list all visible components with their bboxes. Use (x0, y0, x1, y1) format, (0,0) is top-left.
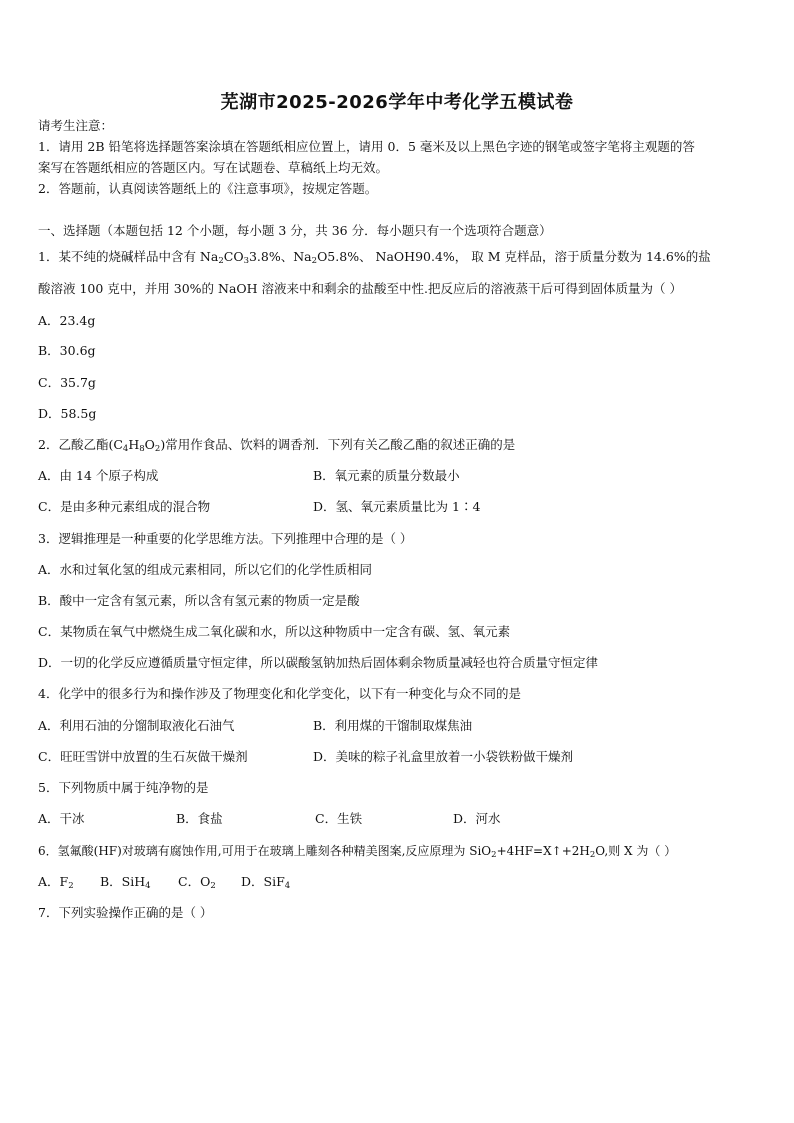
section-heading: 一、选择题（本题包括 12 个小题，每小题 3 分，共 36 分．每小题只有一个选项符合题意） (38, 223, 552, 238)
q4-option-d: D．美味的粽子礼盒里放着一小袋铁粉做干燥剂 (313, 749, 574, 764)
q5-option-d: D．河水 (453, 811, 501, 826)
q1-option-b: B．30.6g (38, 343, 96, 358)
q6-option-b: B．SiH$_4$ (100, 874, 151, 891)
q6-option-c: C．$O_2$ (178, 874, 216, 891)
q6-option-a: A．$F_2$ (38, 874, 74, 891)
q1-option-c: C．35.7g (38, 375, 96, 390)
q1-option-a: A．23.4g (38, 313, 96, 328)
notice-item-1-line-2: 案写在答题纸相应的答题区内。写在试题卷、草稿纸上均无效。 (38, 160, 389, 175)
q2-option-b: B．氧元素的质量分数最小 (313, 468, 460, 483)
q5-option-b: B．食盐 (176, 811, 223, 826)
q3-option-b: B．酸中一定含有氢元素，所以含有氢元素的物质一定是酸 (38, 593, 360, 608)
q6-option-d: D．SiF$_4$ (241, 874, 291, 891)
q2-option-a: A．由 14 个原子构成 (38, 468, 159, 483)
q4-option-a: A．利用石油的分馏制取液化石油气 (38, 718, 235, 733)
q2-option-d: D．氢、氧元素质量比为 1∶4 (313, 499, 481, 514)
q1-stem-line-2: 酸溶液 100 克中，并用 30%的 NaOH 溶液来中和剩余的盐酸至中性.把反应后的溶液蒸干后可得到固体质量为（ ） (38, 281, 682, 296)
q1-option-d: D．58.5g (38, 406, 97, 421)
q3-stem: 3．逻辑推理是一种重要的化学思维方法。下列推理中合理的是（ ） (38, 531, 413, 546)
q4-option-b: B．利用煤的干馏制取煤焦油 (313, 718, 473, 733)
q2-stem: 2．乙酸乙酯$(C_4H_8O_2)$常用作食品、饮料的调香剂．下列有关乙酸乙酯的叙述正确的是 (38, 437, 516, 454)
q4-option-c: C．旺旺雪饼中放置的生石灰做干燥剂 (38, 749, 248, 764)
notice-heading: 请考生注意： (38, 118, 114, 133)
q5-option-c: C．生铁 (315, 811, 363, 826)
page-title: 芜湖市2025-2026学年中考化学五模试卷 (220, 92, 574, 113)
q5-option-a: A．干冰 (38, 811, 85, 826)
q3-option-c: C．某物质在氧气中燃烧生成二氧化碳和水，所以这种物质中一定含有碳、氢、氧元素 (38, 624, 511, 639)
q2-option-c: C．是由多种元素组成的混合物 (38, 499, 211, 514)
q4-stem: 4．化学中的很多行为和操作涉及了物理变化和化学变化，以下有一种变化与众不同的是 (38, 686, 521, 701)
q7-stem: 7．下列实验操作正确的是（ ） (38, 905, 213, 920)
q1-stem-line-1: 1．某不纯的烧碱样品中含有 $Na_2CO_33.8\%$、$Na_2O5.8\%$、 NaOH90.4%， 取 M 克样品，溶于质量分数为 14.6%的盐 (38, 249, 711, 266)
q3-option-d: D．一切的化学反应遵循质量守恒定律，所以碳酸氢钠加热后固体剩余物质量减轻也符合质量守恒定律 (38, 655, 599, 670)
notice-item-2: 2．答题前，认真阅读答题纸上的《注意事项》，按规定答题。 (38, 181, 378, 196)
q5-stem: 5．下列物质中属于纯净物的是 (38, 780, 209, 795)
notice-item-1-line-1: 1．请用 2B 铅笔将选择题答案涂填在答题纸相应位置上，请用 0．5 毫米及以上黑色字迹的钢笔或签字笔将主观题的答 (38, 139, 695, 154)
q3-option-a: A．水和过氧化氢的组成元素相同，所以它们的化学性质相同 (38, 562, 373, 577)
q6-stem: 6．氢氟酸(HF)对玻璃有腐蚀作用,可用于在玻璃上雕刻各种精美图案,反应原理为 $SiO_2+4HF=X↑+2H_2O$,则 X 为（ ） (38, 844, 677, 860)
